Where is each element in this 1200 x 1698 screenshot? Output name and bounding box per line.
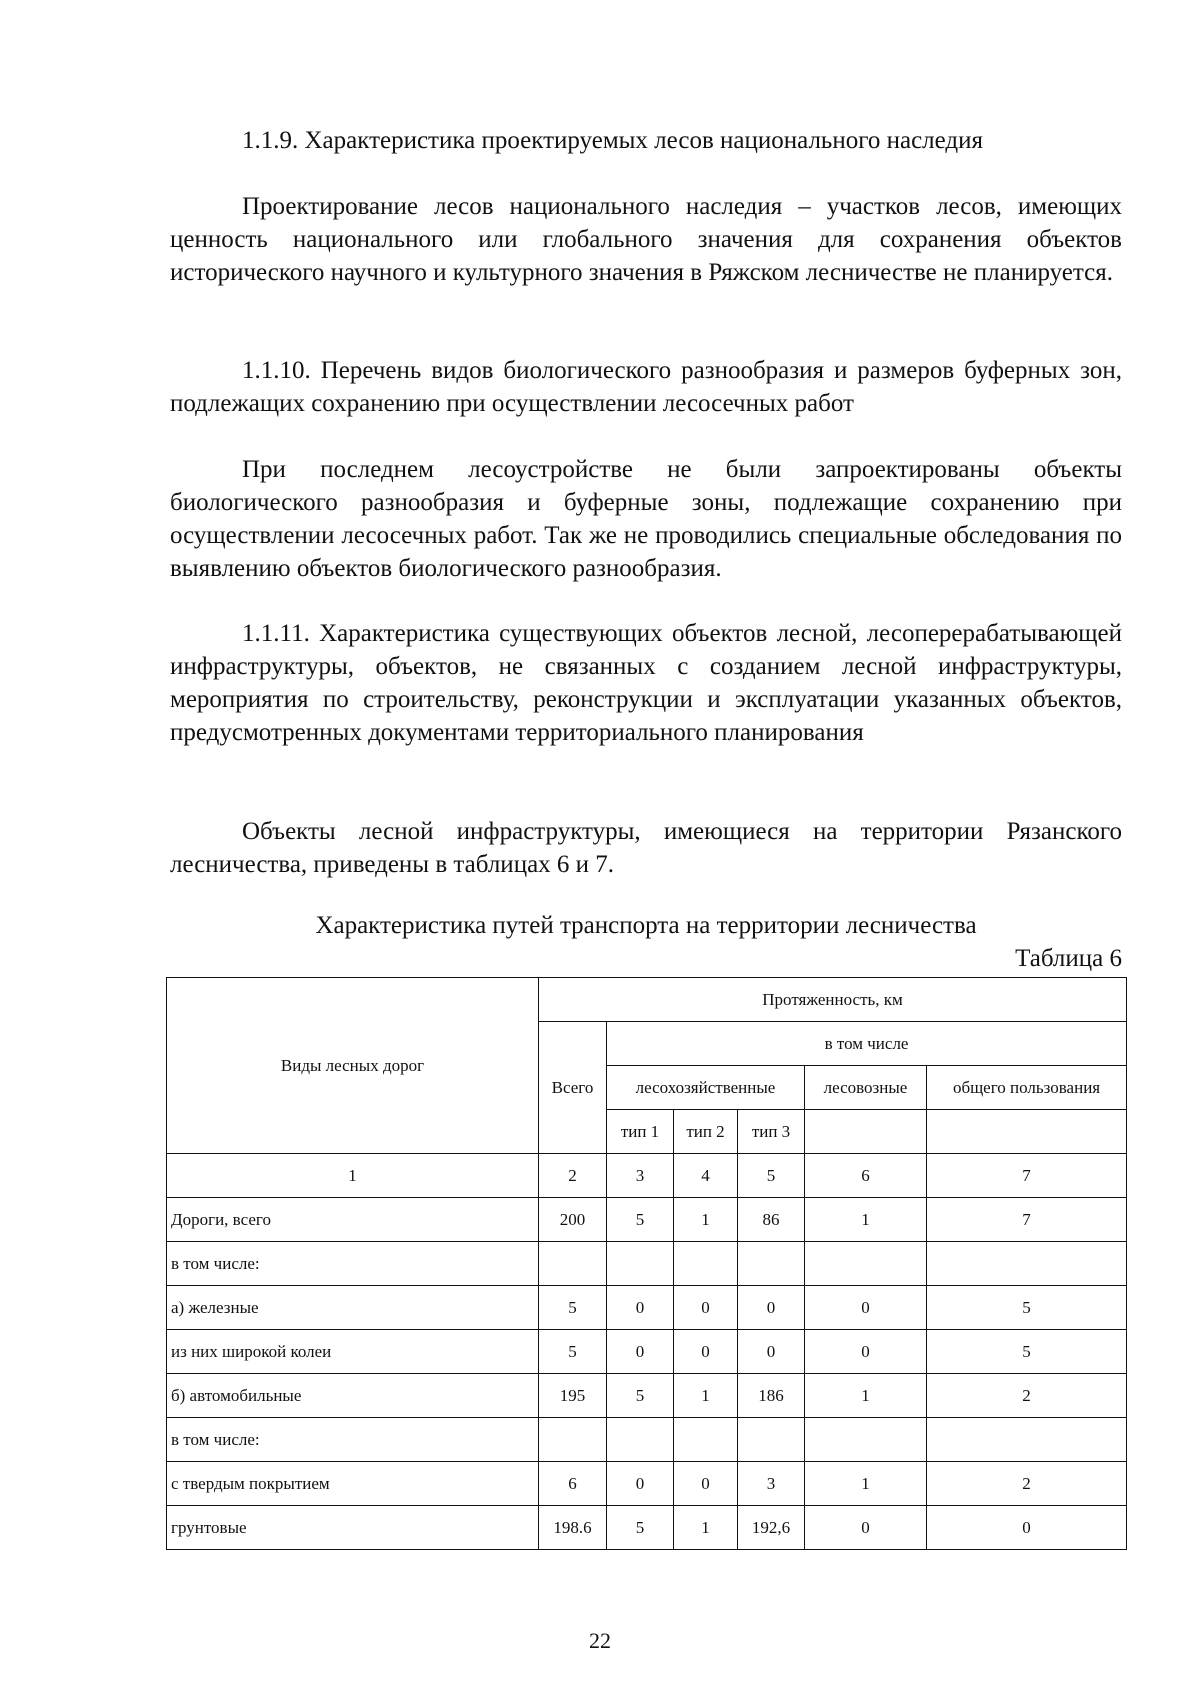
table-row: [167, 1242, 1127, 1286]
section-1-1-10-heading: 1.1.10. Перечень видов биологического разнообразия и размеров буферных зон, подлежащих сохранению при осуществлении лесосечных работ: [170, 357, 1122, 417]
cell: 0: [674, 1462, 738, 1506]
cell: [805, 1418, 927, 1462]
row-label: из них широкой колеи: [167, 1330, 539, 1374]
header-type3: тип 3: [738, 1110, 805, 1154]
cell: 2: [927, 1462, 1127, 1506]
section-1-1-9-text: Проектирование лесов национального наследия – участков лесов, имеющих ценность национального или глобального значения для сохранения объектов исторического научного и культурного значения в Ряжском лесничестве не планируется.: [170, 193, 1122, 286]
table-row: [167, 1462, 1127, 1506]
cell: 1: [674, 1506, 738, 1550]
cell: 1: [674, 1374, 738, 1418]
row-label: а) железные: [167, 1286, 539, 1330]
cell: 0: [805, 1330, 927, 1374]
cell: 0: [738, 1286, 805, 1330]
page-number: 22: [589, 1628, 611, 1653]
cell: 5: [927, 1330, 1127, 1374]
cell: 5: [607, 1374, 674, 1418]
cell: 0: [607, 1286, 674, 1330]
cell: [805, 1242, 927, 1286]
row-label: в том числе:: [167, 1418, 539, 1462]
transport-table-wrap: [166, 977, 1126, 1550]
cell: 195: [539, 1374, 607, 1418]
transport-table: [166, 977, 1127, 1550]
section-1-1-9-heading: 1.1.9. Характеристика проектируемых лесов национального наследия: [242, 127, 984, 154]
table-row: [167, 1506, 1127, 1550]
cell: 0: [738, 1330, 805, 1374]
col-number: 5: [738, 1154, 805, 1198]
row-label: с твердым покрытием: [167, 1462, 539, 1506]
section-1-1-11-heading: 1.1.11. Характеристика существующих объектов лесной, лесоперерабатывающей инфраструктуры, объектов, не связанных с созданием лесной инфраструктуры, мероприятия по строительству, реконструкции и эксплуатации указанных объектов, предусмотренных документами территориального планирования: [170, 620, 1122, 746]
col-number: 7: [927, 1154, 1127, 1198]
table-row: [167, 1374, 1127, 1418]
row-label: Дороги, всего: [167, 1198, 539, 1242]
cell: 5: [607, 1198, 674, 1242]
cell: 0: [674, 1286, 738, 1330]
cell: 6: [539, 1462, 607, 1506]
cell: 0: [805, 1286, 927, 1330]
row-label: б) автомобильные: [167, 1374, 539, 1418]
header-logging: лесовозные: [805, 1066, 927, 1110]
cell: 0: [674, 1330, 738, 1374]
header-empty: [927, 1110, 1127, 1154]
cell: [927, 1242, 1127, 1286]
cell: [674, 1418, 738, 1462]
col-number: 1: [167, 1154, 539, 1198]
cell: 0: [607, 1330, 674, 1374]
cell: 0: [805, 1506, 927, 1550]
cell: 192,6: [738, 1506, 805, 1550]
cell: [738, 1242, 805, 1286]
cell: 0: [927, 1506, 1127, 1550]
header-length: Протяженность, км: [539, 978, 1127, 1022]
header-public: общего пользования: [927, 1066, 1127, 1110]
cell: 186: [738, 1374, 805, 1418]
cell: [539, 1242, 607, 1286]
header-including: в том числе: [607, 1022, 1127, 1066]
cell: 1: [805, 1462, 927, 1506]
cell: 200: [539, 1198, 607, 1242]
header-type1: тип 1: [607, 1110, 674, 1154]
table-row: [167, 1198, 1127, 1242]
cell: 7: [927, 1198, 1127, 1242]
cell: 1: [805, 1198, 927, 1242]
col-number: 3: [607, 1154, 674, 1198]
table-caption: Характеристика путей транспорта на территории лесничества: [315, 912, 977, 939]
cell: 1: [674, 1198, 738, 1242]
col-number: 2: [539, 1154, 607, 1198]
cell: [738, 1418, 805, 1462]
cell: 198.6: [539, 1506, 607, 1550]
header-total: Всего: [539, 1022, 607, 1154]
cell: 86: [738, 1198, 805, 1242]
cell: [674, 1242, 738, 1286]
header-road-types: Виды лесных дорог: [167, 978, 539, 1154]
table-row: [167, 1286, 1127, 1330]
cell: 1: [805, 1374, 927, 1418]
table-row: [167, 1330, 1127, 1374]
table-label: Таблица 6: [1015, 945, 1122, 972]
cell: [927, 1418, 1127, 1462]
cell: 0: [607, 1462, 674, 1506]
cell: 3: [738, 1462, 805, 1506]
cell: 5: [927, 1286, 1127, 1330]
cell: [539, 1418, 607, 1462]
cell: 2: [927, 1374, 1127, 1418]
row-label: грунтовые: [167, 1506, 539, 1550]
cell: [607, 1242, 674, 1286]
cell: 5: [607, 1506, 674, 1550]
cell: 5: [539, 1286, 607, 1330]
row-label: в том числе:: [167, 1242, 539, 1286]
header-type2: тип 2: [674, 1110, 738, 1154]
header-forestry: лесохозяйственные: [607, 1066, 805, 1110]
col-number: 4: [674, 1154, 738, 1198]
cell: [607, 1418, 674, 1462]
col-number: 6: [805, 1154, 927, 1198]
header-empty: [805, 1110, 927, 1154]
section-1-1-10-text: При последнем лесоустройстве не были запроектированы объекты биологического разнообразия и буферные зоны, подлежащие сохранению при осуществлении лесосечных работ. Так же не проводились специальные обследования по выявлению объектов биологического разнообразия.: [170, 456, 1122, 582]
cell: 5: [539, 1330, 607, 1374]
section-1-1-11-text: Объекты лесной инфраструктуры, имеющиеся на территории Рязанского лесничества, приведены в таблицах 6 и 7.: [170, 818, 1122, 878]
table-row: [167, 1418, 1127, 1462]
